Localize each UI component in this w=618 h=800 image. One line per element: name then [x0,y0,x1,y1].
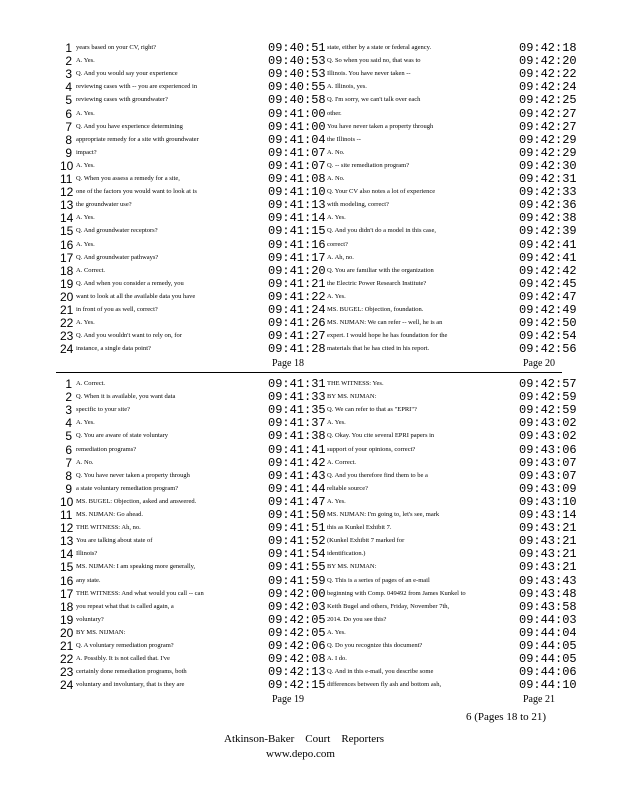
timestamp: 09:42:29 [519,145,577,160]
timestamp: 09:42:54 [519,329,577,344]
line-text: reviewing cases with groundwater? [76,96,168,104]
timestamp: 09:41:35 [268,403,326,418]
timestamp: 09:41:07 [268,158,326,173]
timestamp: 09:42:36 [519,198,577,213]
timestamp: 09:42:39 [519,224,577,239]
line-number: 11 [60,172,73,186]
company-name: Atkinson-Baker Court Reporters [224,733,385,745]
timestamp: 09:41:54 [268,547,326,562]
line-text: the Electric Power Research Institute? [327,279,427,287]
line-text: A. Yes. [76,57,95,65]
line-text: Q. You have never taken a property through [76,471,190,479]
line-text: years based on your CV, right? [76,44,157,51]
timestamp: 09:42:57 [519,377,577,391]
timestamp: 09:41:00 [268,106,326,121]
line-text: reviewing cases with -- you are experienced in [76,83,198,91]
line-text: BY MS. NIJMAN: [327,563,377,571]
timestamp: 09:42:24 [519,80,577,95]
timestamp: 09:41:14 [268,211,326,226]
line-text: A. Correct. [76,266,106,274]
line-text: THE WITNESS: Ah, no. [76,524,141,532]
timestamp: 09:41:26 [268,316,326,331]
timestamp: 09:41:37 [268,416,326,431]
line-number: 3 [65,403,72,418]
timestamp: 09:41:47 [268,494,326,509]
timestamp: 09:44:04 [519,625,577,640]
timestamp: 09:42:15 [268,678,326,693]
line-text: Q. And you wouldn't want to rely on, for [76,332,182,340]
line-text: with modeling, correct? [327,201,389,209]
line-text: materials that he has cited in his report. [327,345,430,353]
line-text: A. No. [76,458,94,466]
line-number: 13 [60,198,74,213]
line-number: 21 [60,303,74,317]
timestamp: 09:44:05 [519,639,577,653]
timestamp: 09:43:09 [519,481,577,496]
timestamp: 09:41:55 [268,560,326,575]
line-text: Q. You are familiar with the organization [327,266,434,274]
line-text: the Illinois -- [327,135,361,143]
line-number: 4 [65,80,72,95]
line-text: A. Correct. [76,380,106,387]
line-number: 10 [60,158,74,173]
company-website[interactable]: www.depo.com [266,748,335,760]
timestamp: 09:41:28 [268,342,326,357]
timestamp: 09:42:29 [519,132,577,147]
line-text: Q. This is a series of pages of an e-mail [327,576,430,584]
timestamp: 09:43:06 [519,442,577,457]
line-text: A. No. [327,175,345,182]
timestamp: 09:41:16 [268,237,326,252]
timestamp: 09:43:02 [519,416,577,431]
timestamp: 09:42:27 [519,106,577,121]
timestamp: 09:41:10 [268,185,326,200]
timestamp: 09:40:55 [268,80,326,95]
line-text: A. I do. [327,655,347,663]
line-text: MS. NIJMAN: Go ahead. [76,511,143,518]
line-text: You have never taken a property through [327,122,434,130]
line-text: A. Yes. [76,161,95,169]
timestamp: 09:43:21 [519,521,577,536]
line-text: reliable source? [327,484,368,492]
line-text: certainly done remediation programs, both [76,668,187,676]
timestamp: 09:41:33 [268,390,326,405]
transcript-line [309,341,618,357]
timestamp: 09:43:07 [519,468,577,483]
timestamp: 09:42:03 [268,599,326,614]
line-text: A. Yes. [327,292,346,300]
timestamp: 09:41:00 [268,119,326,134]
timestamp: 09:43:48 [519,586,577,601]
line-text: identification.) [327,550,366,558]
timestamp: 09:42:56 [519,342,577,357]
timestamp: 09:42:18 [519,41,577,55]
timestamp: 09:43:58 [519,599,577,614]
timestamp: 09:41:13 [268,198,326,213]
line-text: Q. Do you recognize this document? [327,642,423,649]
line-number: 19 [60,276,74,291]
page-number: Page 18 [272,358,304,369]
timestamp: 09:44:05 [519,652,577,667]
line-text: MS. BUGEL: Objection, asked and answered. [76,497,197,505]
timestamp: 09:41:22 [268,289,326,304]
line-number: 20 [60,625,74,640]
line-text: A. Yes. [76,109,95,117]
line-text: you repeat what that is called again, a [76,602,174,610]
line-number: 24 [60,678,74,693]
line-number: 1 [65,377,72,391]
timestamp: 09:41:51 [268,521,326,536]
timestamp: 09:42:05 [268,612,326,627]
timestamp: 09:43:21 [519,547,577,562]
line-number: 20 [60,289,74,304]
timestamp: 09:42:20 [519,54,577,69]
line-number: 22 [60,652,74,667]
timestamp: 09:42:33 [519,185,577,200]
line-text: (Kunkel Exhibit 7 marked for [327,537,405,545]
timestamp: 09:42:38 [519,211,577,226]
line-text: Q. And you have experience determining [76,122,183,130]
timestamp: 09:41:41 [268,442,326,457]
line-number: 21 [60,639,74,653]
timestamp: 09:40:58 [268,93,326,108]
timestamp: 09:41:27 [268,329,326,344]
line-number: 14 [60,547,74,562]
timestamp: 09:44:06 [519,665,577,680]
timestamp: 09:42:59 [519,390,577,405]
timestamp: 09:43:02 [519,429,577,444]
line-text: BY MS. NIJMAN: [327,393,377,401]
line-number: 8 [65,132,72,147]
line-number: 8 [65,468,72,483]
line-text: BY MS. NIJMAN: [76,628,126,636]
line-text: MS. NIJMAN: We can refer -- well, he is an [327,319,443,327]
line-text: one of the factors you would want to look at is [76,188,197,196]
line-text: Q. And in this e-mail, you describe some [327,668,434,676]
timestamp: 09:41:43 [268,468,326,483]
line-number: 16 [60,573,74,588]
line-number: 12 [60,185,74,200]
line-text: differences between fly ash and bottom ash, [327,681,442,689]
timestamp: 09:41:52 [268,534,326,549]
timestamp: 09:43:21 [519,534,577,549]
line-text: MS. NIJMAN: I'm going to, let's see, mark [327,511,440,518]
timestamp: 09:42:45 [519,276,577,291]
line-text: A. Yes. [327,497,346,505]
timestamp: 09:42:27 [519,119,577,134]
line-text: A. Yes. [327,628,346,636]
line-text: Illinois. You have never taken -- [327,70,411,78]
line-number: 10 [60,494,74,509]
timestamp: 09:42:59 [519,403,577,418]
timestamp: 09:41:42 [268,455,326,470]
timestamp: 09:41:31 [268,377,326,391]
timestamp: 09:41:50 [268,508,326,522]
line-number: 23 [60,665,74,680]
line-text: You are talking about state of [76,537,153,545]
line-text: correct? [327,240,348,248]
timestamp: 09:42:25 [519,93,577,108]
timestamp: 09:42:47 [519,289,577,304]
half-divider [56,372,562,373]
line-text: appropriate remedy for a site with groundwater [76,135,199,143]
line-text: Q. When you assess a remedy for a site, [76,175,180,182]
timestamp: 09:42:41 [519,250,577,265]
line-number: 9 [65,145,72,160]
line-number: 5 [65,429,72,444]
line-text: any state. [76,576,101,584]
transcript-line [0,341,326,357]
line-number: 14 [60,211,74,226]
line-text: Q. And groundwater receptors? [76,227,158,235]
line-number: 9 [65,481,72,496]
line-number: 22 [60,316,74,331]
page-range: 6 (Pages 18 to 21) [466,711,547,723]
timestamp: 09:43:43 [519,573,577,588]
timestamp: 09:40:53 [268,54,326,69]
line-number: 5 [65,93,72,108]
timestamp: 09:41:17 [268,250,326,265]
line-number: 23 [60,329,74,344]
line-number: 18 [60,599,74,614]
timestamp: 09:41:08 [268,172,326,186]
line-text: remediation programs? [76,445,137,453]
line-number: 12 [60,521,74,536]
line-text: Q. So when you said no, that was to [327,57,421,65]
line-text: Illinois? [76,550,98,558]
line-text: Q. We can refer to that as "EPRI"? [327,406,417,414]
line-text: Q. And groundwater pathways? [76,253,159,261]
timestamp: 09:43:10 [519,494,577,509]
line-text: Q. Your CV also notes a lot of experience [327,188,436,196]
line-number: 13 [60,534,74,549]
page-number: Page 20 [523,358,555,369]
line-text: A. No. [327,148,345,156]
timestamp: 09:42:06 [268,639,326,653]
line-number: 6 [65,106,72,121]
line-text: want to look at all the available data you have [76,292,196,300]
line-text: Q. You are aware of state voluntary [76,432,169,440]
line-text: expert. I would hope he has foundation for the [327,332,448,340]
line-text: Q. A voluntary remediation program? [76,642,174,649]
line-text: A. Yes. [76,319,95,327]
timestamp: 09:41:07 [268,145,326,160]
line-text: support of your opinions, correct? [327,445,416,453]
timestamp: 09:40:53 [268,67,326,82]
line-text: A. Possibly. It is not called that. I've [76,655,170,663]
timestamp: 09:44:10 [519,678,577,693]
line-text: A. Yes. [327,419,346,427]
line-text: instance, a single data point? [76,345,151,353]
line-text: A. Ah, no. [327,253,354,261]
line-text: MS. BUGEL: Objection, foundation. [327,306,424,313]
timestamp: 09:42:00 [268,586,326,601]
line-text: MS. NIJMAN: I am speaking more generally, [76,563,196,571]
line-text: A. Yes. [76,214,95,222]
line-text: A. Illinois, yes. [327,83,367,91]
transcript-line [0,677,326,693]
timestamp: 09:43:21 [519,560,577,575]
timestamp: 09:41:21 [268,276,326,291]
timestamp: 09:42:30 [519,158,577,173]
timestamp: 09:42:49 [519,303,577,317]
transcript-line [309,677,618,693]
line-number: 2 [65,54,72,69]
line-text: Q. When it is available, you want data [76,393,176,401]
line-text: THE WITNESS: And what would you call -- can [76,589,204,597]
line-number: 17 [60,250,74,265]
line-text: impact? [76,148,97,156]
line-number: 7 [65,455,72,470]
line-text: A. Correct. [327,458,357,466]
timestamp: 09:41:20 [268,263,326,278]
line-text: Q. And when you consider a remedy, you [76,279,184,287]
timestamp: 09:42:22 [519,67,577,82]
timestamp: 09:42:41 [519,237,577,252]
line-text: Q. And you would say your experience [76,70,178,78]
line-number: 6 [65,442,72,457]
line-text: in front of you as well, correct? [76,306,158,313]
timestamp: 09:41:24 [268,303,326,317]
line-text: other. [327,109,342,117]
page-number: Page 21 [523,694,555,705]
timestamp: 09:41:59 [268,573,326,588]
line-text: a state voluntary remediation program? [76,484,179,492]
timestamp: 09:41:15 [268,224,326,239]
line-text: voluntary? [76,615,104,623]
line-text: the groundwater use? [76,201,132,209]
timestamp: 09:42:13 [268,665,326,680]
line-text: Keith Bugel and others, Friday, November 7th, [327,602,450,610]
line-text: state, either by a state or federal agency. [327,44,432,51]
line-number: 4 [65,416,72,431]
line-number: 19 [60,612,74,627]
line-number: 24 [60,342,74,357]
timestamp: 09:42:08 [268,652,326,667]
line-text: Q. I'm sorry, we can't talk over each [327,96,421,104]
timestamp: 09:41:44 [268,481,326,496]
line-number: 18 [60,263,74,278]
line-text: A. Yes. [76,419,95,427]
line-text: THE WITNESS: Yes. [327,380,384,387]
line-number: 11 [60,508,73,522]
line-number: 16 [60,237,74,252]
line-number: 17 [60,586,74,601]
line-text: Q. And you didn't do a model in this case, [327,227,436,235]
timestamp: 09:43:07 [519,455,577,470]
line-text: A. Yes. [76,240,95,248]
line-number: 3 [65,67,72,82]
line-number: 15 [60,560,74,575]
timestamp: 09:41:38 [268,429,326,444]
timestamp: 09:42:31 [519,172,577,186]
line-number: 2 [65,390,72,405]
line-text: Q. And you therefore find them to be a [327,471,428,479]
timestamp: 09:40:51 [268,41,326,55]
timestamp: 09:43:14 [519,508,577,522]
line-number: 15 [60,224,74,239]
line-text: 2014. Do you see this? [327,615,387,623]
line-text: this as Kunkel Exhibit 7. [327,524,392,532]
line-number: 1 [65,41,72,55]
line-text: A. Yes. [327,214,346,222]
timestamp: 09:42:50 [519,316,577,331]
timestamp: 09:41:04 [268,132,326,147]
line-text: Q. -- site remediation program? [327,161,410,169]
page-number: Page 19 [272,694,304,705]
line-text: voluntary and involuntary, that is they are [76,681,185,689]
line-text: Q. Okay. You cite several EPRI papers in [327,432,435,440]
timestamp: 09:42:05 [268,625,326,640]
line-text: beginning with Comp. 049492 from James Kunkel to [327,589,466,597]
timestamp: 09:42:42 [519,263,577,278]
timestamp: 09:44:03 [519,612,577,627]
line-number: 7 [65,119,72,134]
line-text: specific to your site? [76,406,130,414]
